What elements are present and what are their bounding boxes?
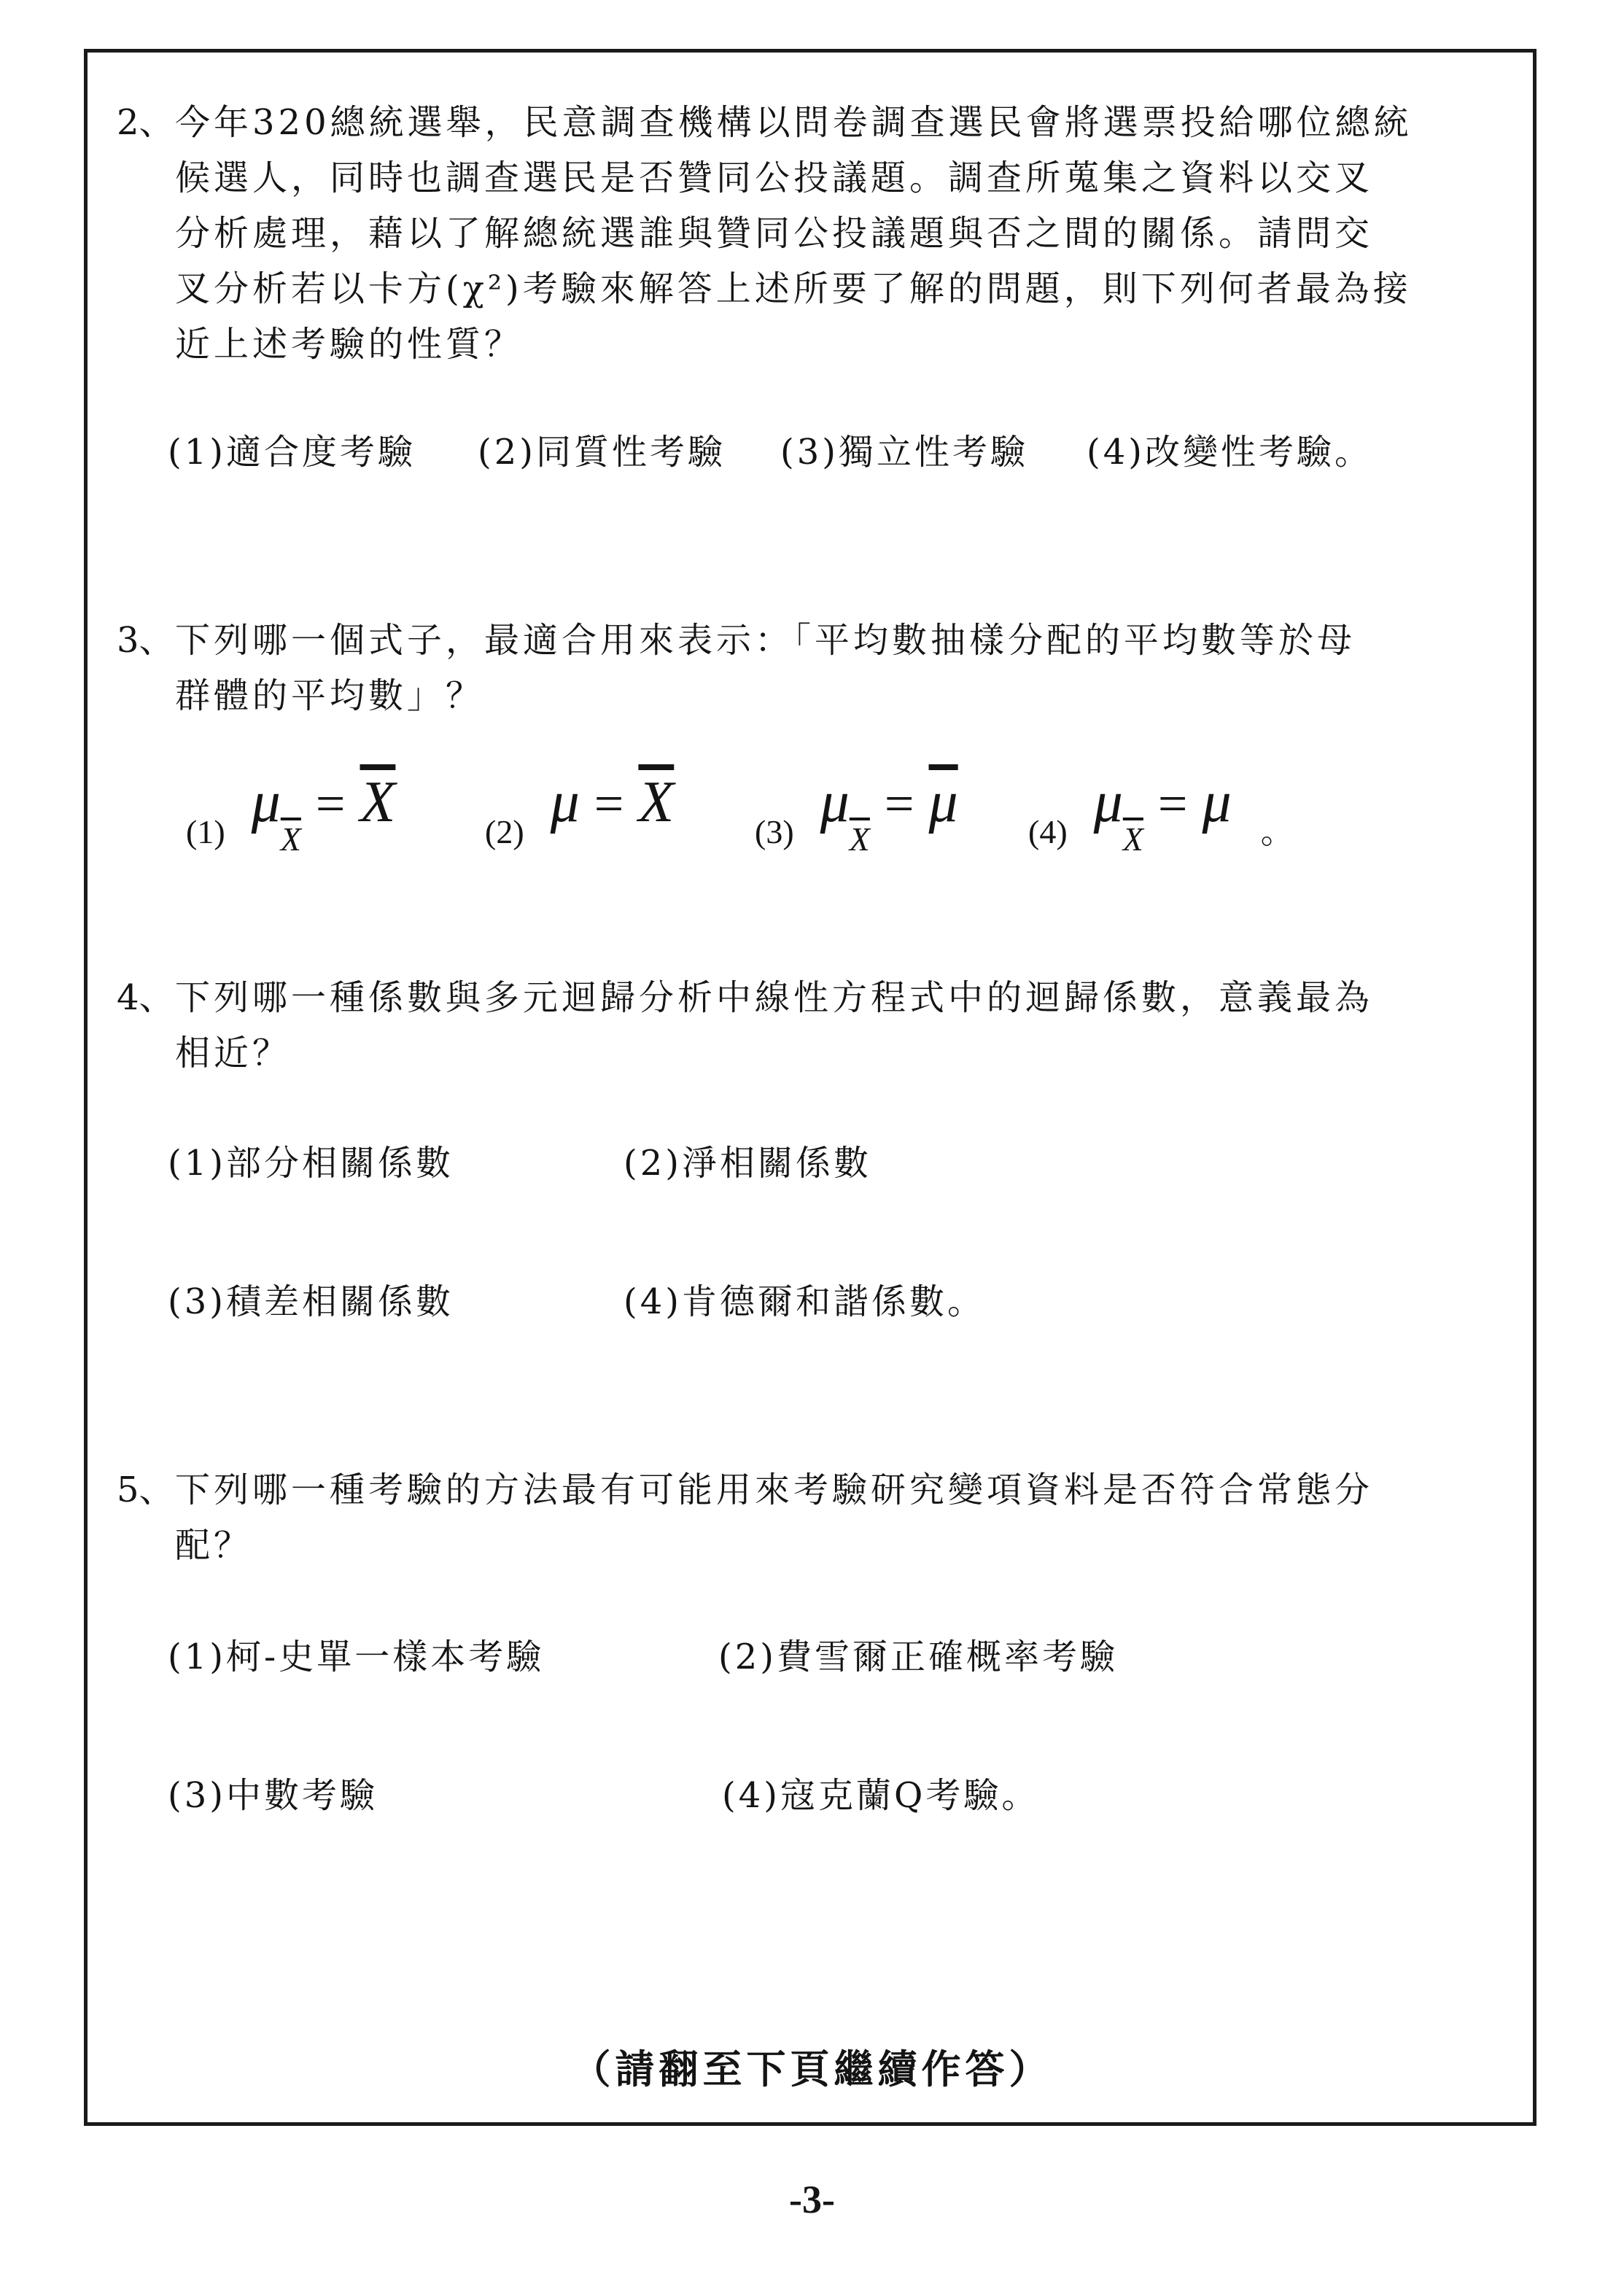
formula-options (186, 769, 1426, 864)
xbar-symbol: $\overline{X}$ (638, 770, 675, 834)
option-2-4: (4)改變性考驗。 (1087, 432, 1372, 473)
option-2-1: (1)適合度考驗 (168, 432, 416, 473)
option-2-2: (2)同質性考驗 (478, 432, 726, 473)
mu-symbol: μ (1202, 770, 1232, 834)
question-2 (117, 95, 1524, 372)
equals-sign: = (884, 775, 914, 833)
formula-option-2 (485, 769, 675, 850)
question-line: 下列哪一種考驗的方法最有可能用來考驗研究變項資料是否符合常態分 (175, 1470, 1374, 1510)
option-4-2: (2)淨相關係數 (623, 1143, 871, 1184)
question-number: 2、 (117, 102, 174, 143)
option-label: (2) (485, 813, 524, 850)
equals-sign: = (594, 775, 624, 833)
question-line: 配？ (175, 1525, 253, 1566)
option-4-4: (4)肯德爾和諧係數。 (623, 1281, 985, 1322)
question-line: 相近？ (175, 1033, 292, 1074)
mu-symbol: μ (820, 770, 850, 834)
xbar-subscript: $\overline{X}$ (849, 820, 870, 858)
xbar-subscript: $\overline{X}$ (280, 820, 301, 858)
xbar-subscript: $\overline{X}$ (1122, 820, 1143, 858)
mubar-symbol: $\overline{\mu}$ (928, 770, 958, 834)
question-text (175, 1462, 1524, 1573)
continue-note: （請翻至下頁繼續作答） (571, 2046, 1053, 2092)
mu-symbol: μ (251, 770, 281, 834)
question-number: 4、 (117, 977, 174, 1018)
equals-sign: = (315, 775, 346, 833)
equals-sign: = (1157, 775, 1188, 833)
question-text (175, 613, 1524, 723)
option-label: (4) (1028, 813, 1068, 850)
question-4 (117, 970, 1524, 1081)
option-label: (3) (755, 813, 794, 850)
question-5 (117, 1462, 1524, 1573)
option-5-4: (4)寇克蘭Q考驗。 (722, 1775, 1040, 1816)
question-3 (117, 613, 1524, 723)
option-5-1: (1)柯-史單一樣本考驗 (168, 1637, 545, 1677)
question-line: 下列哪一種係數與多元迴歸分析中線性方程式中的迴歸係數，意義最為 (175, 977, 1374, 1018)
formula-option-1 (186, 769, 396, 858)
page-number: -3- (789, 2178, 835, 2221)
question-text (175, 970, 1524, 1081)
question-line: 候選人，同時也調查選民是否贊同公投議題。調查所蒐集之資料以交叉 (175, 158, 1374, 198)
question-line: 叉分析若以卡方(χ²)考驗來解答上述所要了解的問題，則下列何者最為接 (175, 268, 1412, 309)
formula-option-3 (755, 769, 958, 858)
option-2-3: (3)獨立性考驗 (780, 432, 1028, 473)
question-line: 分析處理，藉以了解總統選誰與贊同公投議題與否之間的關係。請問交 (175, 213, 1374, 254)
mu-symbol: μ (1093, 770, 1123, 834)
option-5-3: (3)中數考驗 (168, 1775, 378, 1816)
option-4-3: (3)積差相關係數 (168, 1281, 454, 1322)
question-number: 3、 (117, 620, 174, 661)
question-line: 近上述考驗的性質？ (175, 324, 524, 365)
end-mark: 。 (1260, 813, 1294, 850)
question-line: 今年320總統選舉，民意調查機構以問卷調查選民會將選票投給哪位總統 (175, 102, 1413, 143)
question-line: 下列哪一個式子，最適合用來表示：「平均數抽樣分配的平均數等於母 (175, 620, 1356, 661)
option-5-2: (2)費雪爾正確概率考驗 (718, 1637, 1118, 1677)
formula-option-4 (1028, 769, 1321, 858)
question-text (175, 95, 1524, 372)
option-label: (1) (186, 813, 225, 850)
mu-symbol: μ (550, 770, 580, 834)
xbar-symbol: $\overline{X}$ (360, 770, 396, 834)
option-4-1: (1)部分相關係數 (168, 1143, 454, 1184)
question-line: 群體的平均數」？ (175, 675, 485, 716)
question-number: 5、 (117, 1470, 174, 1510)
